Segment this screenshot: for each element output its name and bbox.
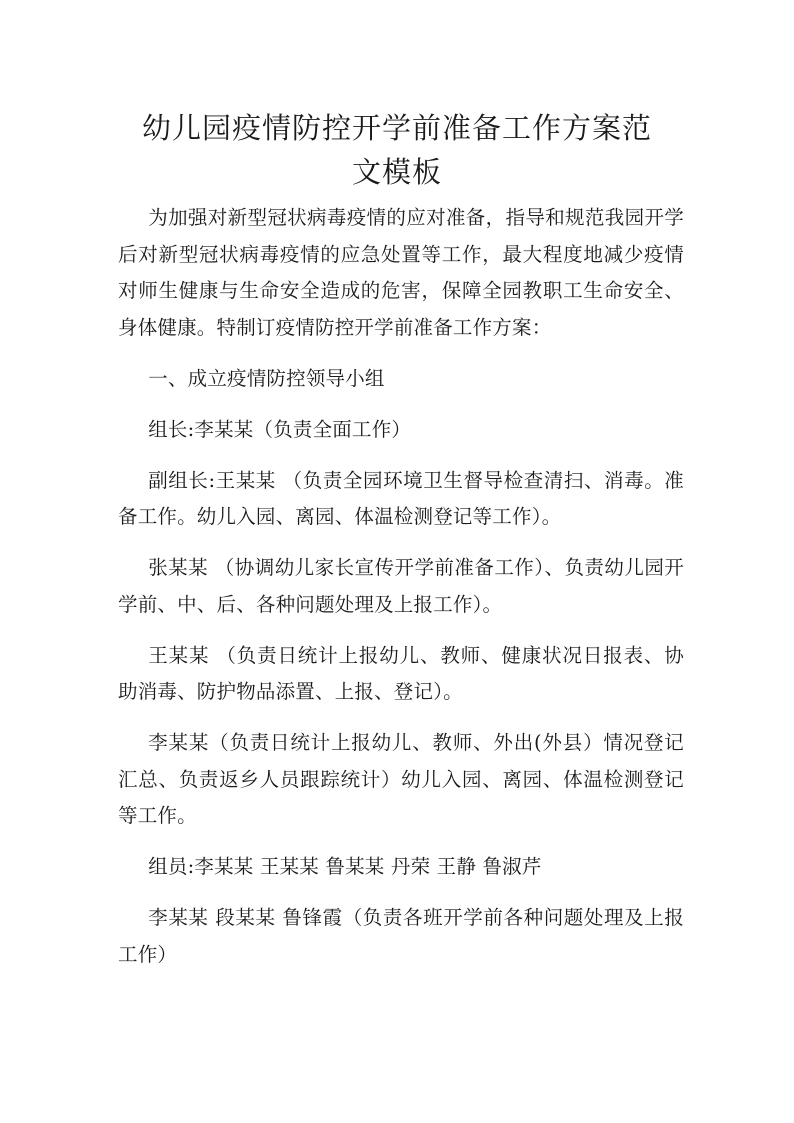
document-title [0, 106, 794, 194]
deputy-leader-paragraph: 副组长:王某某 （负责全园环境卫生督导检查清扫、消毒。准备工作。幼儿入园、离园、体温检测登记等工作）。 [118, 468, 684, 528]
intro-paragraph: 为加强对新型冠状病毒疫情的应对准备，指导和规范我园开学后对新型冠状病毒疫情的应急处置等工作，最大程度地减少疫情对师生健康与生命安全造成的危害，保障全园教职工生命安全、身体健康。特制订疫情防控开学前准备工作方案： [118, 206, 684, 339]
section-heading: 一、成立疫情防控领导小组 [148, 366, 385, 390]
team-leader-paragraph: 组长:李某某（负责全面工作） [148, 417, 412, 441]
class-members-paragraph: 李某某 段某某 鲁锋霞（负责各班开学前各种问题处理及上报工作） [118, 906, 684, 966]
title-line-1: 幼儿园疫情防控开学前准备工作方案范 [141, 111, 652, 145]
member-duty-paragraph: 李某某（负责日统计上报幼儿、教师、外出(外县）情况登记汇总、负责返乡人员跟踪统计）幼儿入园、离园、体温检测登记等工作。 [118, 731, 684, 827]
team-members-paragraph: 组员:李某某 王某某 鲁某某 丹荣 王静 鲁淑芹 [148, 855, 542, 878]
member-duty-paragraph: 张某某 （协调幼儿家长宣传开学前准备工作）、负责幼儿园开学前、中、后、各种问题处理及上报工作）。 [118, 556, 684, 616]
member-duty-paragraph: 王某某 （负责日统计上报幼儿、教师、健康状况日报表、协助消毒、防护物品添置、上报、登记）。 [118, 643, 684, 703]
title-line-2: 文模板 [351, 155, 442, 189]
document-body [118, 200, 684, 988]
